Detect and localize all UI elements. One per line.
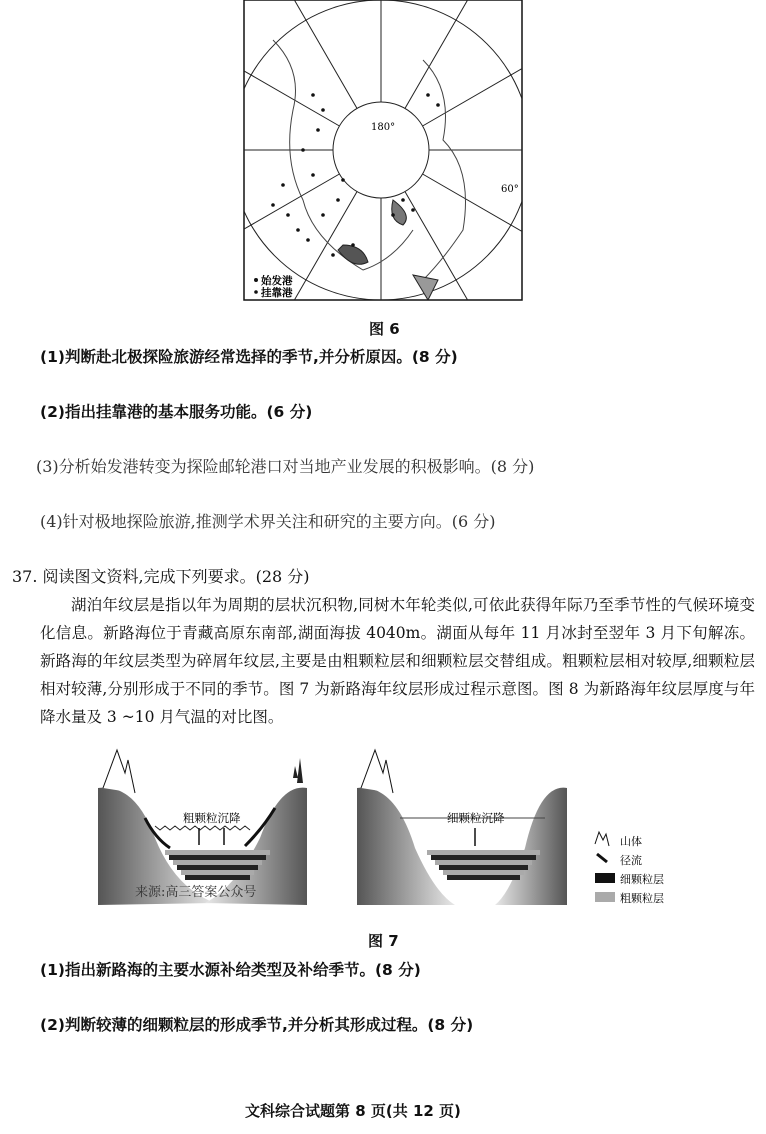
legend-runoff: 径流 [620,854,642,867]
label-60: 60° [501,184,519,195]
coarse-settling-label: 粗颗粒沉降 [183,811,241,825]
q36-3: (3)分析始发港转变为探险邮轮港口对当地产业发展的积极影响。(8 分) [36,457,535,476]
figure6-polar-map [243,0,523,301]
q37-paragraph-text: 湖泊年纹层是指以年为周期的层状沉积物,同树木年轮类似,可依此获得年际乃至季节性的气候环境变化信息。新路海位于青藏高原东南部,湖面海拔 4040m。湖面从每年 11 月冰封至翌年 3 月下旬解冻。新路海的年纹层类型为碎屑年纹层,主要是由粗颗粒层和细颗粒层交替组成。粗颗粒层相对较厚,细颗粒层相对较薄,分别形成于不同的季节。图 7 为新路海年纹层形成过程示意图。图 8 为新路海年纹层厚度与年降水量及 3 ~10 月气温的对比图。 [40,596,755,726]
figure7-caption: 图 7 [368,932,399,950]
figure7-diagram [95,738,680,908]
q37-paragraph [40,591,755,731]
q36-4: (4)针对极地探险旅游,推测学术界关注和研究的主要方向。(6 分) [40,512,496,531]
q37-1: (1)指出新路海的主要水源补给类型及补给季节。(8 分) [40,961,421,979]
label-180: 180° [371,122,396,133]
legend-coarse-layer: 粗颗粒层 [620,892,664,905]
q37-heading: 37. 阅读图文资料,完成下列要求。(28 分) [12,567,310,586]
q36-2: (2)指出挂靠港的基本服务功能。(6 分) [40,403,313,421]
legend-start-port: 始发港 [261,275,293,287]
legend-fine-layer: 细颗粒层 [620,873,664,886]
legend-mountain: 山体 [620,835,642,848]
q37-2: (2)判断较薄的细颗粒层的形成季节,并分析其形成过程。(8 分) [40,1016,474,1034]
legend-call-port: 挂靠港 [261,287,293,299]
page-footer: 文科综合试题第 8 页(共 12 页) [245,1102,461,1120]
fine-settling-label: 细颗粒沉降 [447,811,505,825]
watermark: 来源:高三答案公众号 [135,885,257,900]
q36-1: (1)判断赴北极探险旅游经常选择的季节,并分析原因。(8 分) [40,348,458,366]
figure6-caption: 图 6 [369,320,400,338]
